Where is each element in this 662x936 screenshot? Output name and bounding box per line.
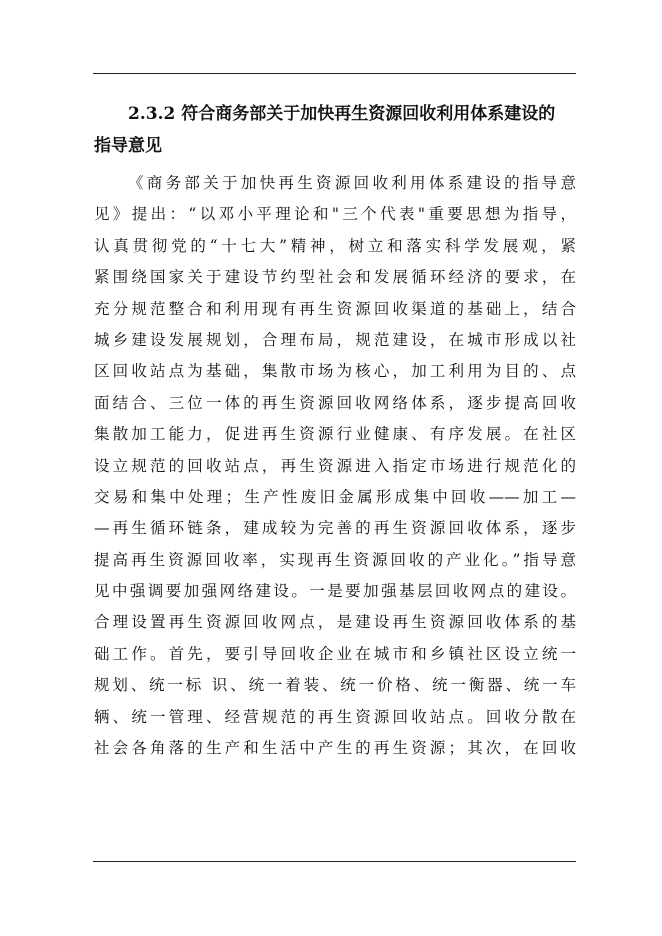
body-line: 提高再生资源回收率，实现再生资源回收的产业化。”指导意: [94, 550, 576, 569]
body-line: 认真贯彻党的“十七大”精神，树立和落实科学发展观，紧: [94, 236, 576, 255]
body-line: —再生循环链条，建成较为完善的再生资源回收体系，逐步: [94, 519, 576, 538]
section-heading-line-2: 指导意见: [94, 136, 162, 156]
section-heading: [94, 98, 576, 162]
header-rule: [93, 73, 576, 74]
body-line: 区回收站点为基础，集散市场为核心，加工利用为目的、点: [94, 362, 576, 381]
body-line: 社会各角落的生产和生活中产生的再生资源；其次，在回收: [94, 739, 576, 758]
body-line: 面结合、三位一体的再生资源回收网络体系，逐步提高回收: [94, 393, 576, 412]
body-line: 见中强调要加强网络建设。一是要加强基层回收网点的建设。: [94, 582, 576, 601]
body-line: 础工作。首先，要引导回收企业在城市和乡镇社区设立统一: [94, 644, 576, 663]
body-line: 见》提出：“以邓小平理论和"三个代表"重要思想为指导，: [94, 205, 576, 224]
body-line: 合理设置再生资源回收网点，是建设再生资源回收体系的基: [94, 613, 576, 632]
body-line: 设立规范的回收站点，再生资源进入指定市场进行规范化的: [94, 456, 576, 475]
body-line: 城乡建设发展规划，合理布局，规范建设，在城市形成以社: [94, 330, 576, 349]
body-line: 交易和集中处理；生产性废旧金属形成集中回收——加工—: [94, 487, 576, 506]
body-line: 《商务部关于加快再生资源回收利用体系建设的指导意: [128, 174, 576, 192]
body-line: 集散加工能力，促进再生资源行业健康、有序发展。在社区: [94, 425, 576, 444]
body-line: 充分规范整合和利用现有再生资源回收渠道的基础上，结合: [94, 299, 576, 318]
section-heading-line-1: 2.3.2 符合商务部关于加快再生资源回收利用体系建设的: [128, 104, 556, 124]
footer-rule: [93, 861, 576, 862]
body-line: 紧围绕国家关于建设节约型社会和发展循环经济的要求，在: [94, 268, 576, 287]
body-line: 规划、统一标 识、统一着装、统一价格、统一衡器、统一车: [94, 676, 576, 695]
body-paragraph: [94, 168, 576, 764]
body-line: 辆、统一管理、经营规范的再生资源回收站点。回收分散在: [94, 707, 576, 726]
